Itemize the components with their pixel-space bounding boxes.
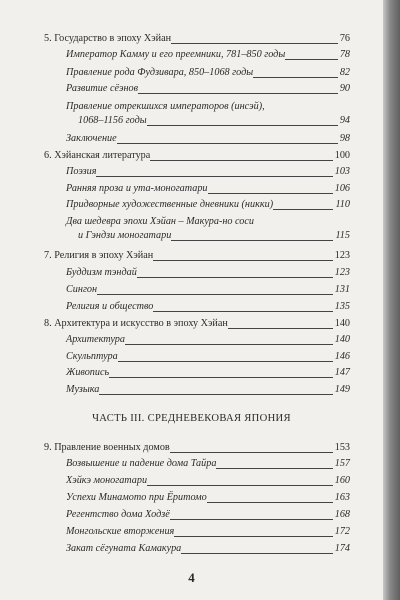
toc-leader	[97, 294, 333, 295]
toc-chapter-title: 8. Архитектура и искусство в эпоху Хэйан	[44, 318, 228, 329]
toc-entry	[66, 183, 350, 195]
toc-entry-title: Придворные художественные дневники (никки)	[66, 199, 274, 210]
toc-entry	[66, 367, 350, 379]
toc-chapter-5	[44, 33, 350, 45]
toc-entry	[66, 49, 350, 61]
toc-entry-title: Регентство дома Ходзё	[66, 509, 170, 520]
toc-leader	[171, 240, 333, 241]
toc-chapter-title: 5. Государство в эпоху Хэйан	[44, 33, 172, 44]
toc-page-number: 172	[334, 526, 350, 537]
scan-edge	[383, 0, 400, 600]
toc-page-number: 153	[334, 442, 350, 453]
toc-leader	[147, 485, 333, 486]
toc-entry-title-cont: и Гэндзи моногатари	[78, 230, 172, 241]
toc-entry	[66, 384, 350, 396]
toc-entry-title: Хэйкэ моногатари	[66, 475, 148, 486]
toc-leader	[207, 502, 333, 503]
part-heading: ЧАСТЬ III. СРЕДНЕВЕКОВАЯ ЯПОНИЯ	[92, 413, 291, 424]
toc-page-number: 103	[334, 166, 350, 177]
toc-entry	[66, 334, 350, 346]
toc-entry-title: Сингон	[66, 284, 98, 295]
toc-entry-title: Поэзия	[66, 166, 97, 177]
toc-entry	[78, 230, 350, 242]
toc-entry	[66, 543, 350, 555]
toc-page-number: 140	[334, 334, 350, 345]
toc-chapter-9	[44, 442, 350, 454]
toc-leader	[174, 536, 332, 537]
toc-leader	[170, 519, 333, 520]
toc-chapter-title: 9. Правление военных домов	[44, 442, 170, 453]
toc-leader	[153, 260, 333, 261]
toc-entry-title: Правление отрекшихся императоров (инсэй),	[66, 101, 265, 112]
toc-entry-title: Ранняя проза и ута-моногатари	[66, 183, 208, 194]
toc-entry	[66, 475, 350, 487]
toc-entry-title: Скульптура	[66, 351, 118, 362]
toc-entry	[66, 351, 350, 363]
toc-page-number: 140	[334, 318, 350, 329]
toc-entry	[66, 267, 350, 279]
toc-entry-line1	[66, 101, 350, 113]
toc-entry	[66, 67, 350, 79]
toc-leader	[137, 277, 333, 278]
toc-leader	[150, 160, 332, 161]
toc-leader	[109, 377, 333, 378]
toc-leader	[171, 43, 338, 44]
toc-leader	[117, 143, 338, 144]
toc-entry-title: Развитие сёэнов	[66, 83, 139, 94]
toc-entry-title: Живопись	[66, 367, 110, 378]
toc-page-number: 90	[339, 83, 350, 94]
toc-leader	[228, 328, 333, 329]
toc-entry-title: Буддизм тэндай	[66, 267, 137, 278]
toc-leader	[118, 361, 333, 362]
toc-page-number: 106	[334, 183, 350, 194]
toc-chapter-7	[44, 250, 350, 262]
toc-entry	[78, 115, 350, 127]
toc-entry-line1	[66, 216, 350, 228]
toc-page-number: 82	[339, 67, 350, 78]
toc-entry-title: Успехи Минамото при Ёритомо	[66, 492, 207, 503]
toc-entry-title: Монгольские вторжения	[66, 526, 175, 537]
toc-leader	[181, 553, 332, 554]
toc-leader	[147, 125, 338, 126]
toc-entry-title: Закат сёгуната Камакура	[66, 543, 182, 554]
toc-page-number: 135	[334, 301, 350, 312]
toc-entry	[66, 133, 350, 145]
toc-leader	[170, 452, 333, 453]
toc-chapter-title: 7. Религия в эпоху Хэйан	[44, 250, 154, 261]
toc-entry	[66, 458, 350, 470]
toc-page-number: 76	[339, 33, 350, 44]
toc-page-number: 131	[334, 284, 350, 295]
toc-entry-title: Религия и общество	[66, 301, 154, 312]
toc-leader	[153, 311, 332, 312]
toc-page-number: 100	[334, 150, 350, 161]
toc-page-number: 147	[334, 367, 350, 378]
toc-entry-title: Правление рода Фудзивара, 850–1068 годы	[66, 67, 254, 78]
toc-page-number: 110	[335, 199, 350, 210]
toc-entry	[66, 301, 350, 313]
toc-leader	[285, 59, 338, 60]
toc-entry	[66, 509, 350, 521]
toc-entry-title: Заключение	[66, 133, 117, 144]
toc-page-number: 157	[334, 458, 350, 469]
toc-page-number: 123	[334, 250, 350, 261]
toc-entry-title: Музыка	[66, 384, 100, 395]
toc-entry-title: Возвышение и падение дома Тайра	[66, 458, 217, 469]
toc-leader	[273, 209, 333, 210]
toc-page-number: 160	[334, 475, 350, 486]
page-number: 4	[188, 570, 195, 585]
toc-page-number: 174	[334, 543, 350, 554]
toc-entry-title-cont: 1068–1156 годы	[78, 115, 147, 126]
toc-entry-title: Архитектура	[66, 334, 125, 345]
toc-page-number: 123	[334, 267, 350, 278]
toc-entry-title: Два шедевра эпохи Хэйан – Макура-но соси	[66, 216, 255, 227]
toc-page-number: 98	[339, 133, 350, 144]
toc-entry	[66, 199, 350, 211]
toc-leader	[208, 193, 333, 194]
toc-leader	[138, 93, 338, 94]
toc-page-number: 146	[334, 351, 350, 362]
toc-entry	[66, 284, 350, 296]
toc-chapter-6	[44, 150, 350, 162]
toc-entry	[66, 166, 350, 178]
toc-entry	[66, 492, 350, 504]
toc-page-number: 94	[339, 115, 350, 126]
toc-leader	[99, 394, 332, 395]
toc-entry	[66, 83, 350, 95]
toc-page-number: 149	[334, 384, 350, 395]
toc-page-number: 168	[334, 509, 350, 520]
toc-page-number: 163	[334, 492, 350, 503]
toc-page-number: 115	[335, 230, 350, 241]
toc-entry-title: Император Камму и его преемники, 781–850 годы	[66, 49, 286, 60]
toc-leader	[96, 176, 332, 177]
toc-leader	[253, 77, 338, 78]
toc-page-number: 78	[339, 49, 350, 60]
toc-leader	[125, 344, 333, 345]
toc-chapter-8	[44, 318, 350, 330]
toc-entry	[66, 526, 350, 538]
toc-leader	[216, 468, 332, 469]
toc-chapter-title: 6. Хэйанская литература	[44, 150, 151, 161]
